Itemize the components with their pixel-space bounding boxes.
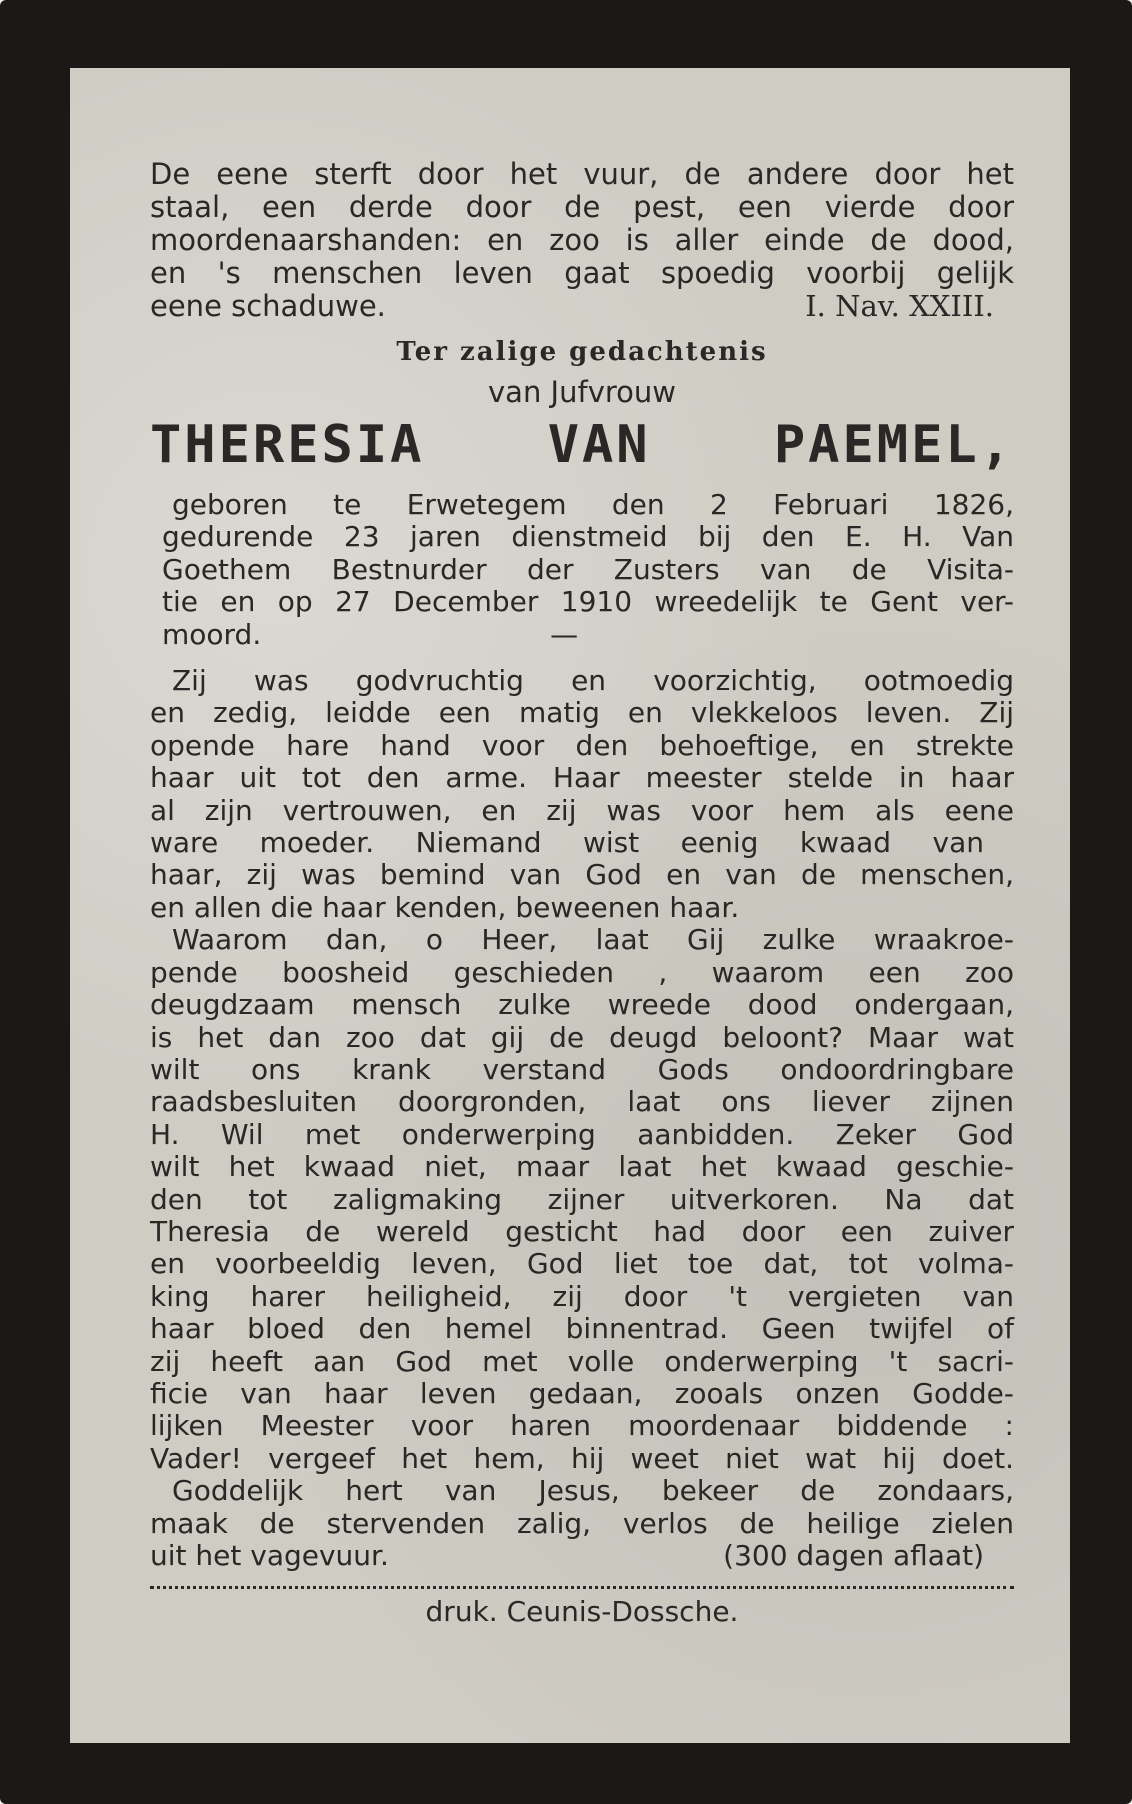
paragraph-line: Theresia de wereld gesticht had door een zuiver — [150, 1214, 1014, 1248]
paragraph-last-text: uit het vagevuur. — [150, 1539, 389, 1572]
paragraph-line: wilt ons krank verstand Gods ondoordringbare — [150, 1052, 1014, 1086]
indulgence-note: (300 dagen aflaat) — [723, 1539, 984, 1572]
biography-line: moord. — — [162, 617, 579, 651]
paragraph-line: wilt het kwaad niet, maar laat het kwaad geschie- — [150, 1150, 1014, 1184]
paragraph-line: king harer heiligheid, zij door 't vergieten van — [150, 1279, 1014, 1313]
paragraph-last-line — [150, 1540, 1014, 1572]
paragraph-line: ware moeder. Niemand wist eenig kwaad van — [150, 826, 984, 860]
epigraph — [150, 158, 1014, 323]
paragraph-line: en zedig, leidde een matig en vlekkeloos leven. Zij — [150, 696, 1014, 730]
paragraph-line: Vader! vergeef het hem, hij weet niet wat hij doet. — [150, 1441, 1014, 1475]
printer-credit: druk. Ceunis-Dossche. — [425, 1595, 739, 1629]
epigraph-line: staal, een derde door de pest, een vierde door — [150, 190, 1014, 224]
biography-line: gedurende 23 jaren dienstmeid bij den E. H. Van — [162, 520, 1014, 554]
title-line: van Jufvrouw — [488, 375, 676, 409]
paragraph-line: haar bloed den hemel binnentrad. Geen twijfel of — [150, 1312, 1014, 1346]
epigraph-line: De eene sterft door het vuur, de andere door het — [150, 157, 1014, 191]
paragraph-line: is het dan zoo dat gij de deugd beloont? Maar wat — [150, 1020, 1014, 1054]
epigraph-line: en 's menschen leven gaat spoedig voorbij gelijk — [150, 256, 1014, 290]
paragraph-line: pende boosheid geschieden , waarom een zoo — [150, 955, 1014, 989]
paragraph-line: Zij was godvruchtig en voorzichtig, ootmoedig — [172, 664, 1014, 698]
biography-line: geboren te Erwetegem den 2 Februari 1826, — [172, 488, 1014, 521]
card-text — [150, 158, 1014, 1628]
biography-line: Goethem Bestnurder der Zusters van de Visita- — [162, 552, 1014, 586]
paragraph-line: haar uit tot den arme. Haar meester stelde in haar — [150, 761, 1014, 795]
paragraph-line: maak de stervenden zalig, verlos de heilige zielen — [150, 1506, 1014, 1540]
paragraph-1 — [150, 665, 1014, 924]
paragraph-line: lijken Meester voor haren moordenaar biddende : — [150, 1409, 1014, 1443]
paragraph-line: den tot zaligmaking zijner uitverkoren. Na dat — [150, 1182, 1014, 1216]
epigraph-reference: I. Nav. XXIII. — [805, 289, 994, 323]
deceased-name: THERESIA VAN PAEMEL, — [150, 415, 1014, 475]
paragraph-line: raadsbesluiten doorgronden, laat ons liever zijnen — [150, 1085, 1014, 1119]
paragraph-line: zij heeft aan God met volle onderwerping 't sacri- — [150, 1344, 1014, 1378]
memorial-heading: Ter zalige gedachtenis — [396, 337, 768, 367]
paragraph-line: Waarom dan, o Heer, laat Gij zulke wraakroe- — [172, 923, 1014, 957]
paragraph-line: H. Wil met onderwerping aanbidden. Zeker God — [150, 1117, 1014, 1151]
biography — [150, 489, 1014, 651]
epigraph-last-text: eene schaduwe. — [150, 289, 386, 323]
dotted-rule — [150, 1586, 1014, 1589]
biography-line: tie en op 27 December 1910 wreedelijk te Gent ver- — [162, 585, 1014, 619]
paragraph-line: Goddelijk hert van Jesus, bekeer de zondaars, — [172, 1474, 1014, 1508]
paragraph-line: en allen die haar kenden, beweenen haar. — [150, 890, 740, 924]
paragraph-3 — [150, 1475, 1014, 1572]
paragraph-line: ficie van haar leven gedaan, zooals onzen Godde- — [150, 1376, 1014, 1410]
epigraph-line: moordenaarshanden: en zoo is aller einde de dood, — [150, 223, 1014, 257]
card-paper — [70, 68, 1070, 1743]
paragraph-line: en voorbeeldig leven, God liet toe dat, tot volma- — [150, 1247, 1014, 1281]
paragraph-2 — [150, 924, 1014, 1475]
paragraph-line: haar, zij was bemind van God en van de menschen, — [150, 858, 1014, 892]
paragraph-line: al zijn vertrouwen, en zij was voor hem als eene — [150, 793, 1014, 827]
paragraph-line: opende hare hand voor den behoeftige, en strekte — [150, 728, 1014, 762]
paragraph-line: deugdzaam mensch zulke wreede dood ondergaan, — [150, 988, 1014, 1022]
epigraph-last-line — [150, 290, 1014, 323]
